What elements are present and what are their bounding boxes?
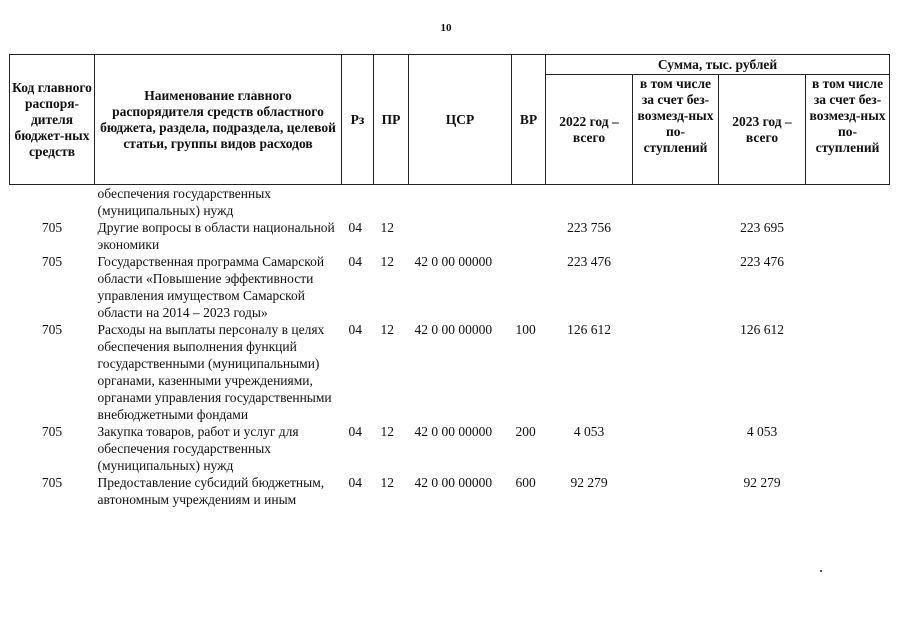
cell-y2022-free (633, 474, 719, 508)
cell-rz (342, 185, 374, 220)
cell-y2022: 223 476 (567, 254, 611, 269)
cell-y2023-free (806, 219, 890, 253)
cell-pr: 12 (380, 254, 394, 269)
cell-y2022-free (633, 423, 719, 474)
cell-y2023: 126 612 (740, 322, 784, 337)
cell-csr: 42 0 00 00000 (414, 322, 493, 337)
cell-y2023: 223 476 (740, 254, 784, 269)
scan-speck (820, 570, 822, 572)
cell-vr: 600 (515, 475, 536, 490)
header-2022-total: 2022 год – всего (546, 75, 633, 185)
cell-code: 705 (41, 254, 63, 269)
table-row (10, 474, 890, 508)
cell-y2023-free (806, 253, 890, 321)
cell-pr: 12 (380, 220, 394, 235)
cell-y2023: 92 279 (743, 475, 781, 490)
cell-y2022-free (633, 253, 719, 321)
header-2023-total: 2023 год – всего (719, 75, 806, 185)
header-2023-free: в том числе за счет без-возмезд-ных по-ступлений (806, 75, 890, 185)
cell-y2022-free (633, 185, 719, 220)
cell-code: 705 (41, 322, 63, 337)
header-pr: ПР (374, 55, 409, 185)
cell-y2023: 4 053 (746, 424, 778, 439)
cell-vr (512, 185, 546, 220)
cell-name: обеспечения государственных (муниципальных) нужд (97, 186, 272, 218)
cell-csr: 42 0 00 00000 (414, 424, 493, 439)
cell-y2022: 126 612 (567, 322, 611, 337)
cell-y2023-free (806, 423, 890, 474)
header-rz: Рз (342, 55, 374, 185)
table-row (10, 423, 890, 474)
cell-pr: 12 (380, 475, 394, 490)
cell-y2022-free (633, 219, 719, 253)
table-row (10, 185, 890, 220)
header-sum: Сумма, тыс. рублей (546, 55, 890, 75)
cell-rz: 04 (348, 475, 362, 490)
cell-code: 705 (41, 220, 63, 235)
table-row (10, 321, 890, 423)
budget-table (9, 54, 890, 508)
cell-y2022 (546, 185, 633, 220)
cell-vr (512, 253, 546, 321)
table-body (10, 185, 890, 509)
cell-y2023: 223 695 (740, 220, 784, 235)
cell-y2022: 4 053 (573, 424, 605, 439)
cell-rz: 04 (348, 322, 362, 337)
cell-code: 705 (41, 475, 63, 490)
cell-name: Расходы на выплаты персоналу в целях обеспечения выполнения функций государственными (муниципальными) органами, казенными учреждениями, органами управления государственными внебюджетными фондами (97, 322, 332, 422)
cell-rz: 04 (348, 220, 362, 235)
cell-csr: 42 0 00 00000 (414, 254, 493, 269)
cell-rz: 04 (348, 254, 362, 269)
header-vr: ВР (512, 55, 546, 185)
page-number: 10 (440, 22, 452, 34)
cell-y2022-free (633, 321, 719, 423)
cell-name: Государственная программа Самарской области «Повышение эффективности управления имуществом Самарской области на 2014 – 2023 годы» (97, 254, 325, 320)
cell-csr (409, 219, 512, 253)
cell-pr (374, 185, 409, 220)
header-2022-free: в том числе за счет без-возмезд-ных по-ступлений (633, 75, 719, 185)
cell-pr: 12 (380, 424, 394, 439)
cell-csr (409, 185, 512, 220)
cell-y2022: 223 756 (567, 220, 611, 235)
cell-csr: 42 0 00 00000 (414, 475, 493, 490)
table-row (10, 253, 890, 321)
table-header (10, 55, 890, 185)
cell-vr (512, 219, 546, 253)
cell-name: Другие вопросы в области национальной экономики (97, 220, 335, 252)
header-name: Наименование главного распорядителя средств областного бюджета, раздела, подраздела, целевой статьи, группы видов расходов (95, 55, 342, 185)
cell-name: Предоставление субсидий бюджетным, автономным учреждениям и иным (97, 475, 325, 507)
cell-name: Закупка товаров, работ и услуг для обеспечения государственных (муниципальных) нужд (97, 424, 299, 473)
header-csr: ЦСР (409, 55, 512, 185)
cell-vr: 200 (515, 424, 536, 439)
cell-y2023 (719, 185, 806, 220)
cell-pr: 12 (380, 322, 394, 337)
cell-code: 705 (41, 424, 63, 439)
header-code: Код главного распоря-дителя бюджет-ных средств (10, 55, 95, 185)
cell-y2023-free (806, 185, 890, 220)
cell-vr: 100 (515, 322, 536, 337)
cell-rz: 04 (348, 424, 362, 439)
cell-code (10, 185, 95, 220)
cell-y2023-free (806, 321, 890, 423)
table-row (10, 219, 890, 253)
cell-y2022: 92 279 (570, 475, 608, 490)
cell-y2023-free (806, 474, 890, 508)
